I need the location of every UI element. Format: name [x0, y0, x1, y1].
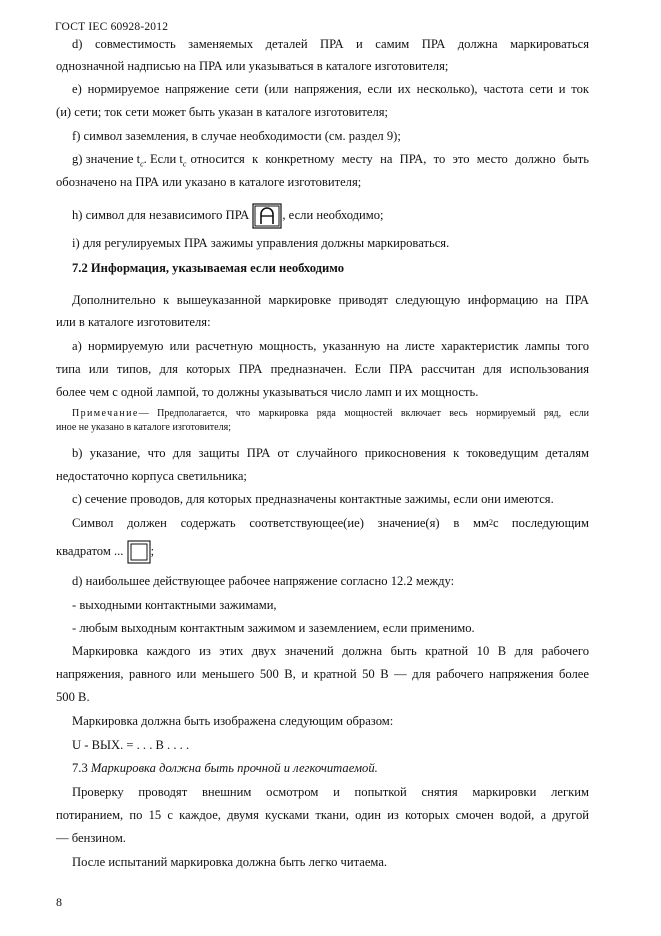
marking-format-line: Маркировка должна быть изображена следующим образом: [72, 714, 394, 728]
test-para-line4: После испытаний маркировка должна быть легко читаема. [72, 855, 388, 869]
marking-para-line2: напряжения, равного или меньшего 500 В, и кратной 50 В — для рабочего напряжения более [56, 667, 589, 681]
marking-para-line3: 500 В. [56, 690, 90, 704]
item-e-line1: e) нормируемое напряжение сети (или напряжения, если их несколько), частота сети и ток [72, 82, 590, 96]
item-d-line2: однозначной надписью на ПРА или указываться в каталоге изготовителя; [56, 59, 449, 73]
para-additional-line2: или в каталоге изготовителя: [56, 315, 211, 329]
item-d-line1: d) совместимость заменяемых деталей ПРА и самим ПРА должна маркироваться [72, 37, 589, 51]
item-b-line2: недостаточно корпуса светильника; [56, 469, 247, 483]
test-para-line3: — бензином. [56, 831, 126, 845]
page-number: 8 [56, 895, 62, 909]
item-b-line1: b) указание, что для защиты ПРА от случайного прикосновения к токоведущим деталям [72, 446, 589, 460]
section-7-2-heading: 7.2 Информация, указываемая если необходимо [72, 261, 345, 275]
marking-para-line1: Маркировка каждого из этих двух значений должна быть кратной 10 В для рабочего [72, 644, 589, 658]
item-g-line1: g) значение $t_c$. Если $t_c$ относится к конкретному месту на ПРА, то это место должно быть [72, 152, 589, 169]
item-a-line2: типа или типов, для которых ПРА предназначен. Если ПРА рассчитан для использования [56, 362, 589, 376]
para-additional-line1: Дополнительно к вышеуказанной маркировке приводят следующую информацию на ПРА [72, 293, 589, 307]
item-f-line1: f) символ заземления, в случае необходимости (см. раздел 9); [72, 129, 401, 143]
item-e-line2: (и) сети; ток сети может быть указан в каталоге изготовителя; [56, 105, 389, 119]
square-box-icon [127, 540, 151, 564]
test-para-line1: Проверку проводят внешним осмотром и попыткой снятия маркировки легким [72, 785, 589, 799]
marking-example: U - ВЫХ. = . . . В . . . . [72, 738, 190, 752]
dash-item-1: - выходными контактными зажимами, [72, 598, 277, 612]
section-7-3-line: 7.3 Маркировка должна быть прочной и легкочитаемой. [72, 761, 378, 775]
note-line1: Примечание — Предполагается, что маркировка ряда мощностей включает весь нормируемый ряд, если [72, 408, 589, 419]
document-header: ГОСТ IEC 60928-2012 [55, 21, 169, 33]
item-dd-line1: d) наибольшее действующее рабочее напряжение согласно 12.2 между: [72, 574, 455, 588]
independent-ballast-icon [252, 203, 282, 229]
item-c-line1: c) сечение проводов, для которых предназначены контактные зажимы, если они имеются. [72, 492, 554, 506]
test-para-line2: потиранием, по 15 с каждое, двумя кусками ткани, один из которых смочен водой, а другой [56, 808, 589, 822]
item-g-line2: обозначено на ПРА или указано в каталоге изготовителя; [56, 175, 362, 189]
item-h-line1: h) символ для независимого ПРА , если необходимо; [72, 203, 384, 229]
item-i-line1: i) для регулируемых ПРА зажимы управления должны маркироваться. [72, 236, 450, 250]
dash-item-2: - любым выходным контактным зажимом и заземлением, если применимо. [72, 621, 475, 635]
item-a-line1: a) нормируемую или расчетную мощность, указанную на листе характеристик лампы того [72, 339, 589, 353]
note-line2: иное не указано в каталоге изготовителя; [56, 422, 231, 433]
item-a-line3: более чем с одной лампой, то должны указываться число ламп и их мощность. [56, 385, 479, 399]
symbol-para-line2: квадратом ... ; [56, 539, 154, 564]
symbol-para-line1: Символ должен содержать соответствующее(ие) значение(я) в мм 2 с последующим [72, 516, 589, 530]
